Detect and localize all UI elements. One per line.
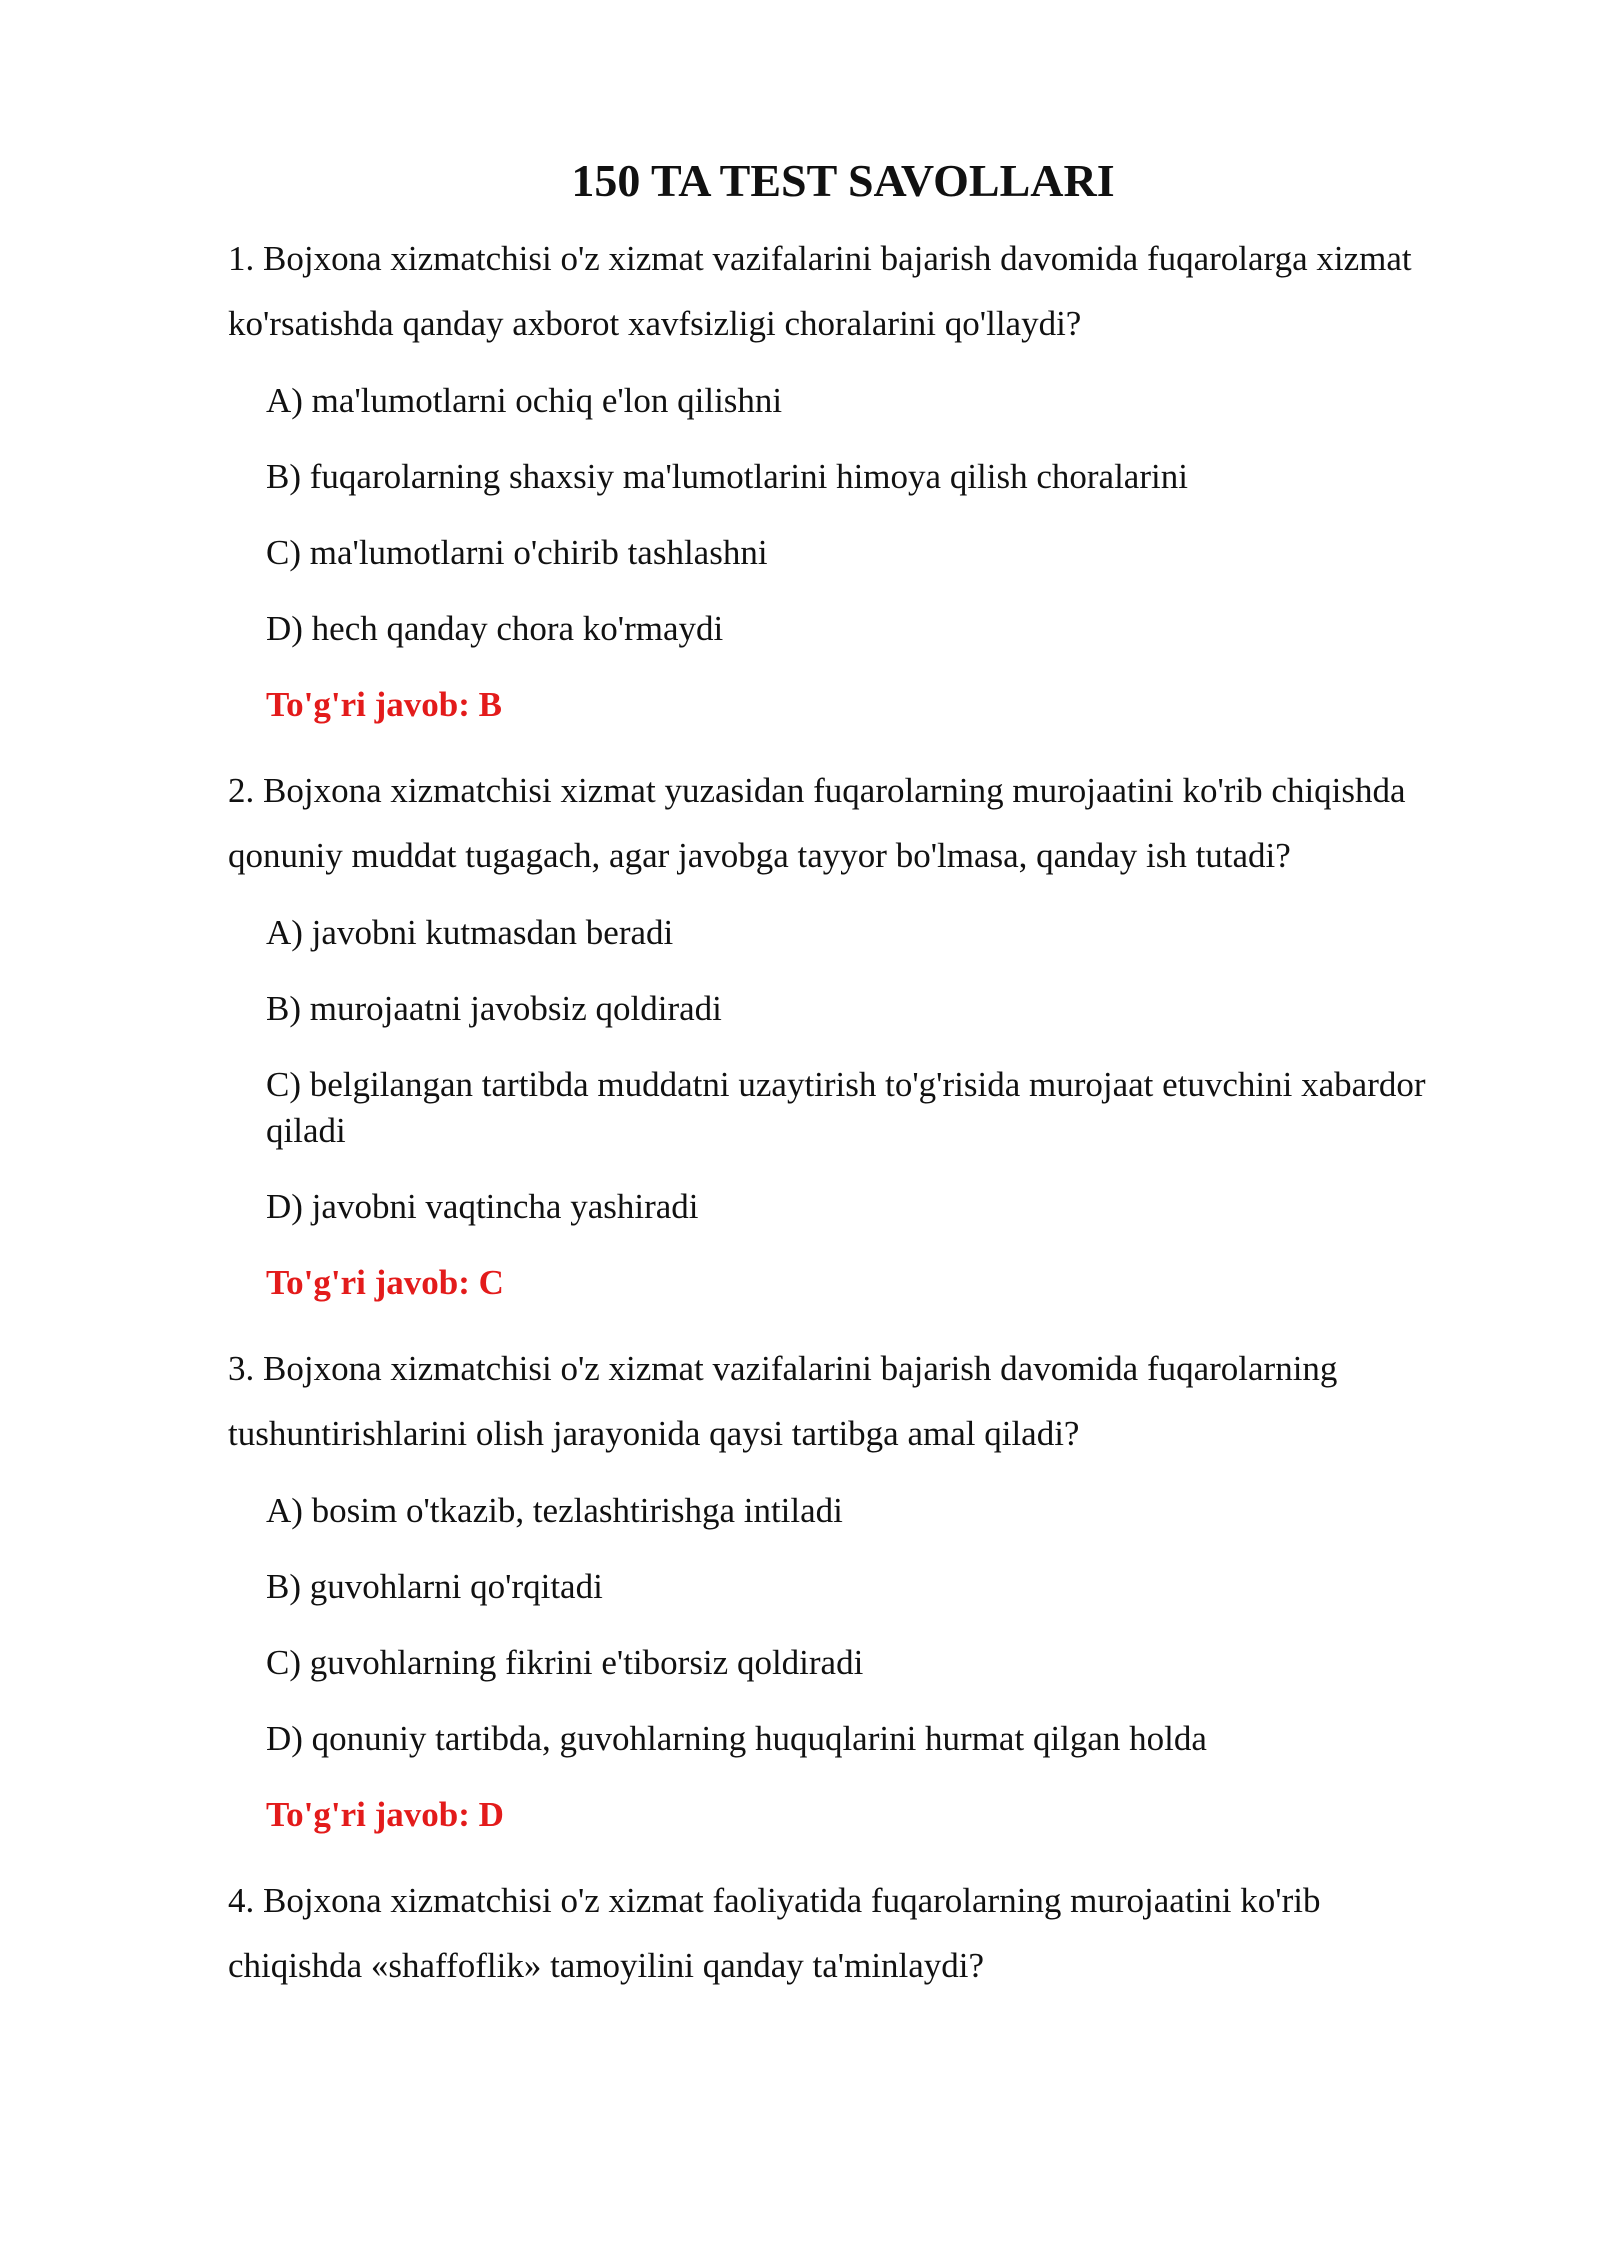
option-a: A) ma'lumotlarni ochiq e'lon qilishni <box>266 381 783 420</box>
question-text: 3. Bojxona xizmatchisi o'z xizmat vazifalarini bajarish davomida fuqarolarning tushuntirishlarini olish jarayonida qaysi tartibga amal qiladi? <box>228 1349 1338 1453</box>
question-block-3 <box>228 1336 1428 1838</box>
option-b: B) guvohlarni qo'rqitadi <box>266 1567 603 1606</box>
correct-answer-label: To'g'ri javob: D <box>266 1795 504 1834</box>
correct-answer-label: To'g'ri javob: C <box>266 1263 504 1302</box>
question-text: 4. Bojxona xizmatchisi o'z xizmat faoliyatida fuqarolarning murojaatini ko'rib chiqishda «shaffoflik» tamoyilini qanday ta'minlaydi? <box>228 1881 1321 1985</box>
option-c: C) belgilangan tartibda muddatni uzaytirish to'g'risida murojaat etuvchini xabardor qiladi <box>266 1065 1426 1150</box>
correct-answer <box>266 682 1428 728</box>
option-a: A) javobni kutmasdan beradi <box>266 913 674 952</box>
option-d: D) qonuniy tartibda, guvohlarning huquqlarini hurmat qilgan holda <box>266 1719 1207 1758</box>
question-block-1 <box>228 226 1428 728</box>
option-b: B) fuqarolarning shaxsiy ma'lumotlarini himoya qilish choralarini <box>266 457 1188 496</box>
option-c: C) guvohlarning fikrini e'tiborsiz qoldiradi <box>266 1643 864 1682</box>
option-a: A) bosim o'tkazib, tezlashtirishga intiladi <box>266 1491 843 1530</box>
option-b: B) murojaatni javobsiz qoldiradi <box>266 989 722 1028</box>
question-block-4 <box>228 1868 1428 1998</box>
question-text: 2. Bojxona xizmatchisi xizmat yuzasidan fuqarolarning murojaatini ko'rib chiqishda qonuniy muddat tugagach, agar javobga tayyor bo'lmasa, qanday ish tutadi? <box>228 771 1406 875</box>
document-title: 150 TA TEST SAVOLLARI <box>571 155 1115 206</box>
document-page <box>228 150 1428 2020</box>
question-text: 1. Bojxona xizmatchisi o'z xizmat vazifalarini bajarish davomida fuqarolarga xizmat ko'rsatishda qanday axborot xavfsizligi choralarini qo'llaydi? <box>228 239 1412 343</box>
question-block-2 <box>228 758 1428 1306</box>
correct-answer <box>266 1260 1428 1306</box>
correct-answer <box>266 1792 1428 1838</box>
option-d: D) hech qanday chora ko'rmaydi <box>266 609 724 648</box>
option-c: C) ma'lumotlarni o'chirib tashlashni <box>266 533 768 572</box>
option-d: D) javobni vaqtincha yashiradi <box>266 1187 699 1226</box>
correct-answer-label: To'g'ri javob: B <box>266 685 502 724</box>
